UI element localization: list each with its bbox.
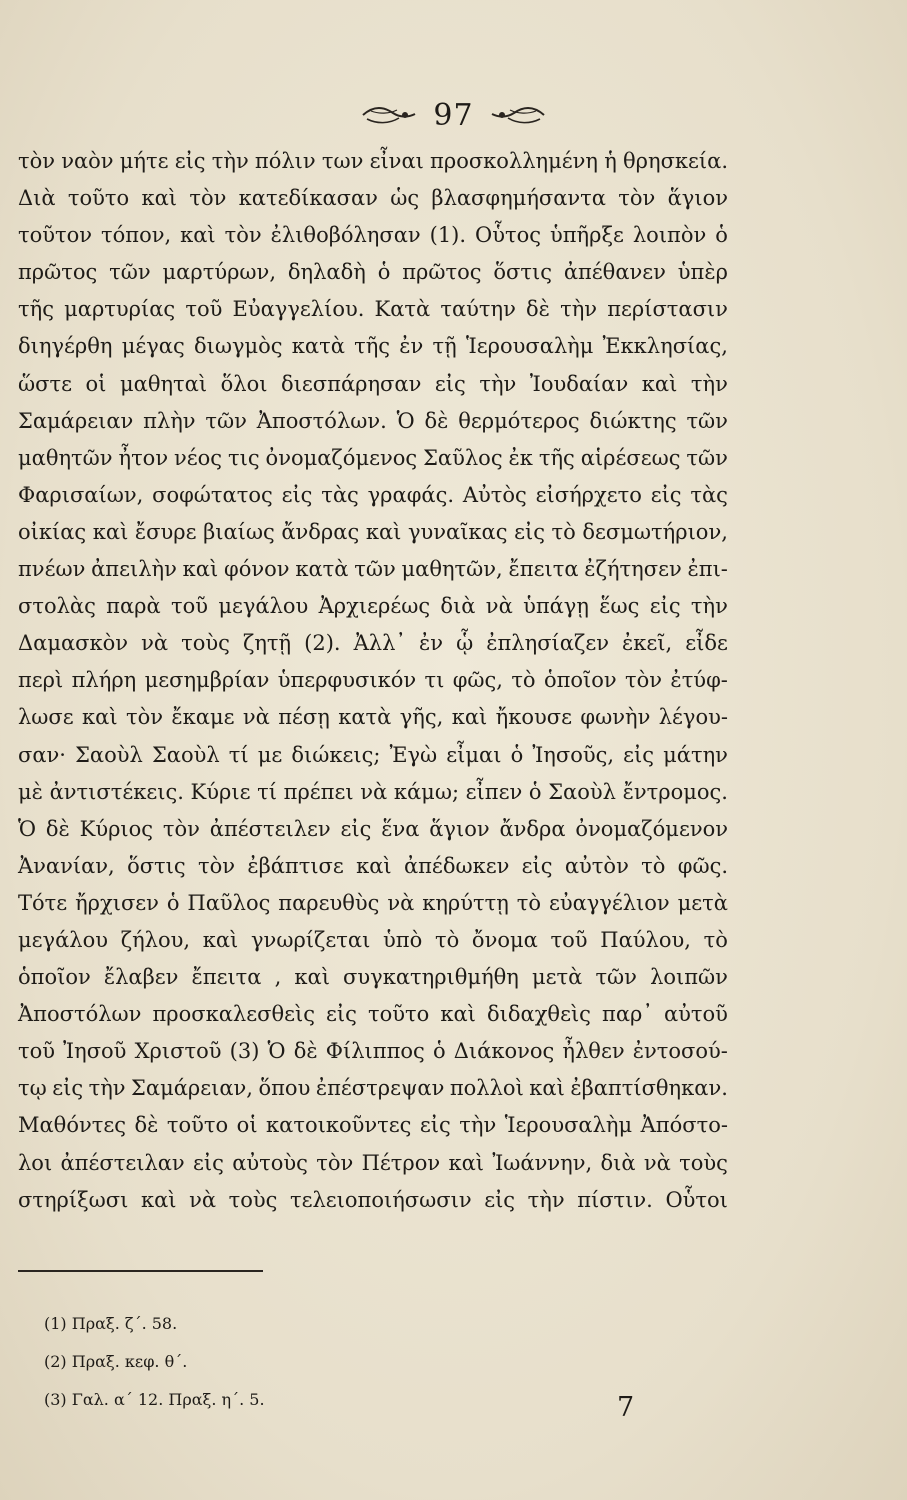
- text-line: τοῦτον τόπον, καὶ τὸν ἐλιθοβόλησαν (1). Οὗτος ὑπῆρξε λοιπὸν ὁ: [18, 223, 728, 248]
- text-line: πνέων ἀπειλὴν καὶ φόνον κατὰ τῶν μαθητῶν, ἔπειτα ἐζήτησεν ἐπι-: [18, 557, 728, 582]
- text-line: σαν· Σαοὺλ Σαοὺλ τί με διώκεις; Ἐγὼ εἶμαι ὁ Ἰησοῦς, εἰς μάτην: [18, 742, 728, 767]
- text-line: Ἀποστόλων προσκαλεσθεὶς εἰς τοῦτο καὶ διδαχθεὶς παρ᾽ αὐτοῦ: [18, 1002, 728, 1027]
- text-line: στηρίξωσι καὶ νὰ τοὺς τελειοποιήσωσιν εἰς τὴν πίστιν. Οὗτοι: [18, 1187, 728, 1212]
- page-number: 97: [433, 97, 474, 133]
- text-line: Μαθόντες δὲ τοῦτο οἱ κατοικοῦντες εἰς τὴν Ἱερουσαλὴμ Ἀπόστο-: [18, 1113, 728, 1138]
- text-line: μεγάλου ζήλου, καὶ γνωρίζεται ὑπὸ τὸ ὄνομα τοῦ Παύλου, τὸ: [18, 927, 728, 952]
- left-ornament-icon: [359, 102, 419, 128]
- text-line: Φαρισαίων, σοφώτατος εἰς τὰς γραφάς. Αὐτὸς εἰσήρχετο εἰς τὰς: [18, 482, 728, 507]
- text-line: ὁποῖον ἔλαβεν ἔπειτα , καὶ συγκατηριθμήθη μετὰ τῶν λοιπῶν: [18, 965, 728, 990]
- text-line: οἰκίας καὶ ἔσυρε βιαίως ἄνδρας καὶ γυναῖκας εἰς τὸ δεσμωτήριον,: [18, 519, 728, 544]
- text-line: Ἀνανίαν, ὅστις τὸν ἐβάπτισε καὶ ἀπέδωκεν εἰς αὐτὸν τὸ φῶς.: [18, 853, 728, 878]
- footnote-3: (3) Γαλ. α΄ 12. Πραξ. η΄. 5.: [44, 1390, 265, 1409]
- footnote-1: (1) Πραξ. ζ΄. 58.: [44, 1314, 178, 1333]
- text-line: ὥστε οἱ μαθηταὶ ὅλοι διεσπάρησαν εἰς τὴν Ἰουδαίαν καὶ τὴν: [18, 371, 728, 396]
- text-line: λοι ἀπέστειλαν εἰς αὐτοὺς τὸν Πέτρον καὶ Ἰωάννην, διὰ νὰ τοὺς: [18, 1150, 728, 1175]
- text-line: Σαμάρειαν πλὴν τῶν Ἀποστόλων. Ὁ δὲ θερμότερος διώκτης τῶν: [18, 408, 728, 433]
- text-line: τῆς μαρτυρίας τοῦ Εὐαγγελίου. Κατὰ ταύτην δὲ τὴν περίστασιν: [18, 297, 728, 322]
- text-line: διηγέρθη μέγας διωγμὸς κατὰ τῆς ἐν τῇ Ἱερουσαλὴμ Ἐκκλησίας,: [18, 334, 728, 359]
- text-line: τὸν ναὸν μήτε εἰς τὴν πόλιν των εἶναι προσκολλημένη ἡ θρησκεία.: [18, 149, 728, 173]
- text-line: Διὰ τοῦτο καὶ τὸν κατεδίκασαν ὡς βλασφημήσαντα τὸν ἅγιον: [18, 186, 728, 211]
- text-line: Δαμασκὸν νὰ τοὺς ζητῇ (2). Ἀλλ᾽ ἐν ᾧ ἐπλησίαζεν ἐκεῖ, εἶδε: [18, 631, 728, 656]
- signature-mark: 7: [617, 1392, 635, 1423]
- text-line: μαθητῶν ἦτον νέος τις ὀνομαζόμενος Σαῦλος ἐκ τῆς αἱρέσεως τῶν: [18, 445, 728, 470]
- text-line: λωσε καὶ τὸν ἔκαμε νὰ πέσῃ κατὰ γῆς, καὶ ἤκουσε φωνὴν λέγου-: [18, 705, 728, 730]
- text-line: Τότε ἤρχισεν ὁ Παῦλος παρευθὺς νὰ κηρύττῃ τὸ εὐαγγέλιον μετὰ: [18, 890, 728, 915]
- text-line: τῳ εἰς τὴν Σαμάρειαν, ὅπου ἐπέστρεψαν πολλοὶ καὶ ἐβαπτίσθηκαν.: [18, 1076, 728, 1101]
- text-line: πρῶτος τῶν μαρτύρων, δηλαδὴ ὁ πρῶτος ὅστις ἀπέθανεν ὑπὲρ: [18, 260, 728, 285]
- page-header: [0, 90, 907, 140]
- text-line: περὶ πλήρη μεσημβρίαν ὑπερφυσικόν τι φῶς, τὸ ὁποῖον τὸν ἐτύφ-: [18, 668, 728, 693]
- right-ornament-icon: [488, 102, 548, 128]
- text-line: στολὰς παρὰ τοῦ μεγάλου Ἀρχιερέως διὰ νὰ ὑπάγῃ ἕως εἰς τὴν: [18, 594, 728, 619]
- text-line: μὲ ἀντιστέκεις. Κύριε τί πρέπει νὰ κάμω; εἶπεν ὁ Σαοὺλ ἔντρομος.: [18, 779, 728, 804]
- body-text: [18, 143, 728, 1219]
- footnote-divider: [18, 1270, 263, 1272]
- footnotes: [44, 1305, 265, 1419]
- text-line: τοῦ Ἰησοῦ Χριστοῦ (3) Ὁ δὲ Φίλιππος ὁ Διάκονος ἦλθεν ἐντοσού-: [18, 1039, 728, 1064]
- footnote-2: (2) Πραξ. κεφ. θ΄.: [44, 1352, 188, 1371]
- text-line: Ὁ δὲ Κύριος τὸν ἀπέστειλεν εἰς ἕνα ἅγιον ἄνδρα ὀνομαζόμενον: [18, 816, 728, 841]
